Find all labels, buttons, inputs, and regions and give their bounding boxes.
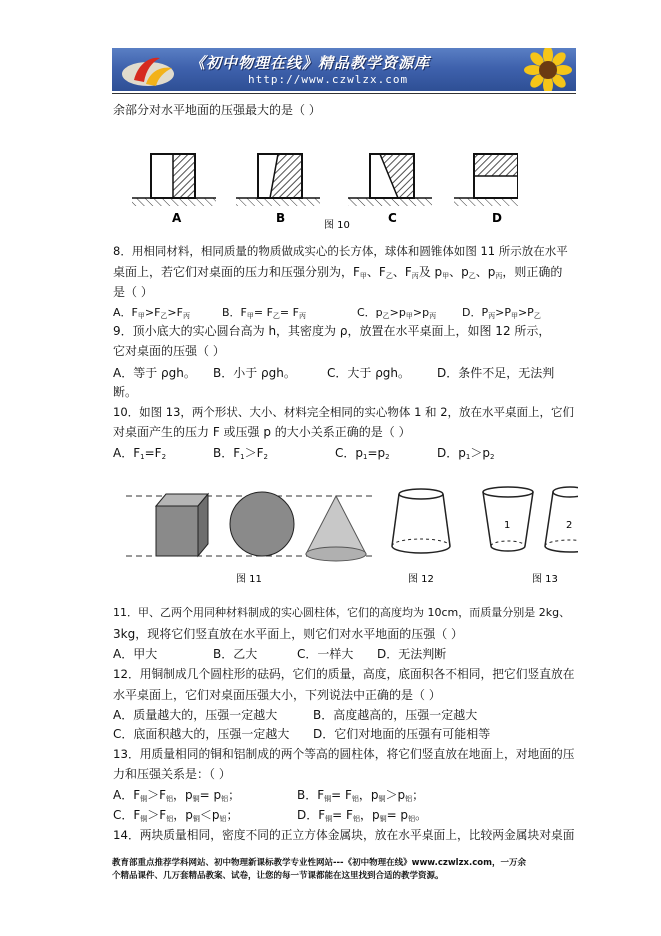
text-line: 3kg，现将它们竖直放在水平面上，则它们对水平地面的压强（ ） [113, 627, 464, 641]
text-line: 力和压强关系是：（ ） [113, 767, 231, 781]
figure-12-caption: 图 12 [408, 574, 434, 585]
q12-option-c: C．底面积越大的，压强一定越大 [113, 727, 290, 741]
footer-line: 个精品课件、几万套精品教案、试卷，让您的每一节课都能在这里找到合适的教学资源。 [112, 871, 444, 881]
figure-10-block-c [348, 154, 432, 206]
q12-option-a: A．质量越大的，压强一定越大 [113, 708, 278, 722]
site-logo-icon [116, 50, 186, 90]
q9-option-d: D．条件不足，无法判 [437, 366, 555, 380]
text-line: 桌面上，若它们对桌面的压力和压强分别为，$F_甲$、$F_乙$、$F_丙$及 $p_甲$、$p_乙$、$p_丙$，则正确的 [113, 265, 563, 280]
text-line: 11．甲、乙两个用同种材料制成的实心圆柱体，它们的高度均为 10cm，而质量分别是 2kg、 [113, 606, 571, 619]
figure-10-caption: 图 10 [324, 220, 350, 231]
header-banner [112, 48, 576, 91]
text-line: 8．用相同材料，相同质量的物质做成实心的长方体，球体和圆锥体如图 11 所示放在水平 [113, 244, 568, 258]
figure-10-label-d: D [492, 211, 502, 225]
q8-option-c: C．$p_乙>p_甲>p_丙$ [357, 306, 437, 320]
figures-11-13 [118, 478, 578, 588]
figure-11-caption: 图 11 [236, 574, 262, 585]
q8-option-b: B．$F_甲= F_乙= F_丙$ [222, 306, 306, 320]
figure-13 [483, 487, 578, 585]
q13-option-d: D．$F_铜= F_铝$，$p_铜= p_铝$。 [297, 808, 428, 823]
banner-title: 《初中物理在线》精品教学资源库 [190, 54, 431, 72]
q13-option-b: B．$F_铜= F_铝$，$p_铜>p_铝$； [297, 788, 425, 803]
q10-option-a: A．$F_1=F_2$ [113, 446, 167, 461]
text-line: 13．用质量相同的铜和铝制成的两个等高的圆柱体，将它们竖直放在地面上，对地面的压 [113, 747, 575, 761]
q9-option-a: A．等于 ρgh。 [113, 366, 196, 380]
q11-option-c: C．一样大 [297, 647, 354, 661]
figure-10 [118, 146, 518, 234]
figure-10-label-b: B [276, 211, 286, 225]
q11-option-d: D．无法判断 [377, 647, 447, 661]
q11-option-a: A．甲大 [113, 647, 158, 661]
q10-option-c: C．$p_1=p_2$ [335, 446, 390, 461]
text-line: 14．两块质量相同，密度不同的正立方体金属块，放在水平桌面上，比较两金属块对桌面 [113, 828, 575, 842]
text-line: 9．顶小底大的实心圆台高为 h，其密度为 ρ，放置在水平桌面上，如图 12 所示， [113, 324, 551, 338]
footer-line: 教育部重点推荐学科网站、初中物理新课标教学专业性网站---《初中物理在线》www.czwlzx.com，一万余 [112, 858, 526, 868]
banner-url: http://www.czwlzx.com [248, 73, 409, 86]
text-line: 10．如图 13，两个形状、大小、材料完全相同的实心物体 1 和 2，放在水平桌面上，它们 [113, 405, 575, 419]
q12-option-d: D．它们对地面的压强有可能相等 [313, 727, 491, 741]
header-rule [112, 93, 576, 94]
figure-13-label-2: 2 [566, 520, 573, 531]
figure-10-label-c: C [388, 211, 397, 225]
text-line: 是（ ） [113, 285, 153, 299]
figure-10-block-b [236, 154, 320, 206]
figure-12 [392, 489, 450, 585]
q9-option-b: B．小于 ρgh。 [213, 366, 296, 380]
text-line: 12．用铜制成几个圆柱形的砝码，它们的质量，高度，底面积各不相同，把它们竖直放在 [113, 667, 575, 681]
figure-10-label-a: A [172, 211, 182, 225]
q12-option-b: B．高度越高的，压强一定越大 [313, 708, 478, 722]
figure-10-block-d [454, 154, 518, 206]
text-line: 对桌面产生的压力 F 或压强 p 的大小关系正确的是（ ） [113, 425, 411, 439]
q8-option-d: D．$P_丙>P_甲>P_乙$ [462, 306, 541, 320]
figure-13-caption: 图 13 [532, 574, 558, 585]
q13-option-c: C．$F_铜>F_铝$，$p_铜<p_铝$； [113, 808, 239, 823]
figure-10-block-a [132, 154, 216, 206]
text-line: 水平桌面上，它们对桌面压强大小，下列说法中正确的是（ ） [113, 688, 441, 702]
figure-11 [126, 492, 376, 585]
q9-option-c: C．大于 ρgh。 [327, 366, 411, 380]
text-line: 余部分对水平地面的压强最大的是（ ） [113, 103, 321, 117]
q10-option-d: D．$p_1>p_2$ [437, 446, 495, 461]
q13-option-a: A．$F_铜>F_铝$，$p_铜= p_铝$； [113, 788, 241, 803]
text-line: 断。 [113, 385, 138, 399]
q8-option-a: A．$F_甲>F_乙>F_丙$ [113, 306, 190, 320]
q10-option-b: B．$F_1>F_2$ [213, 446, 268, 461]
text-line: 它对桌面的压强（ ） [113, 344, 225, 358]
figure-13-label-1: 1 [504, 520, 511, 531]
sunflower-icon [516, 48, 576, 91]
q11-option-b: B．乙大 [213, 647, 258, 661]
